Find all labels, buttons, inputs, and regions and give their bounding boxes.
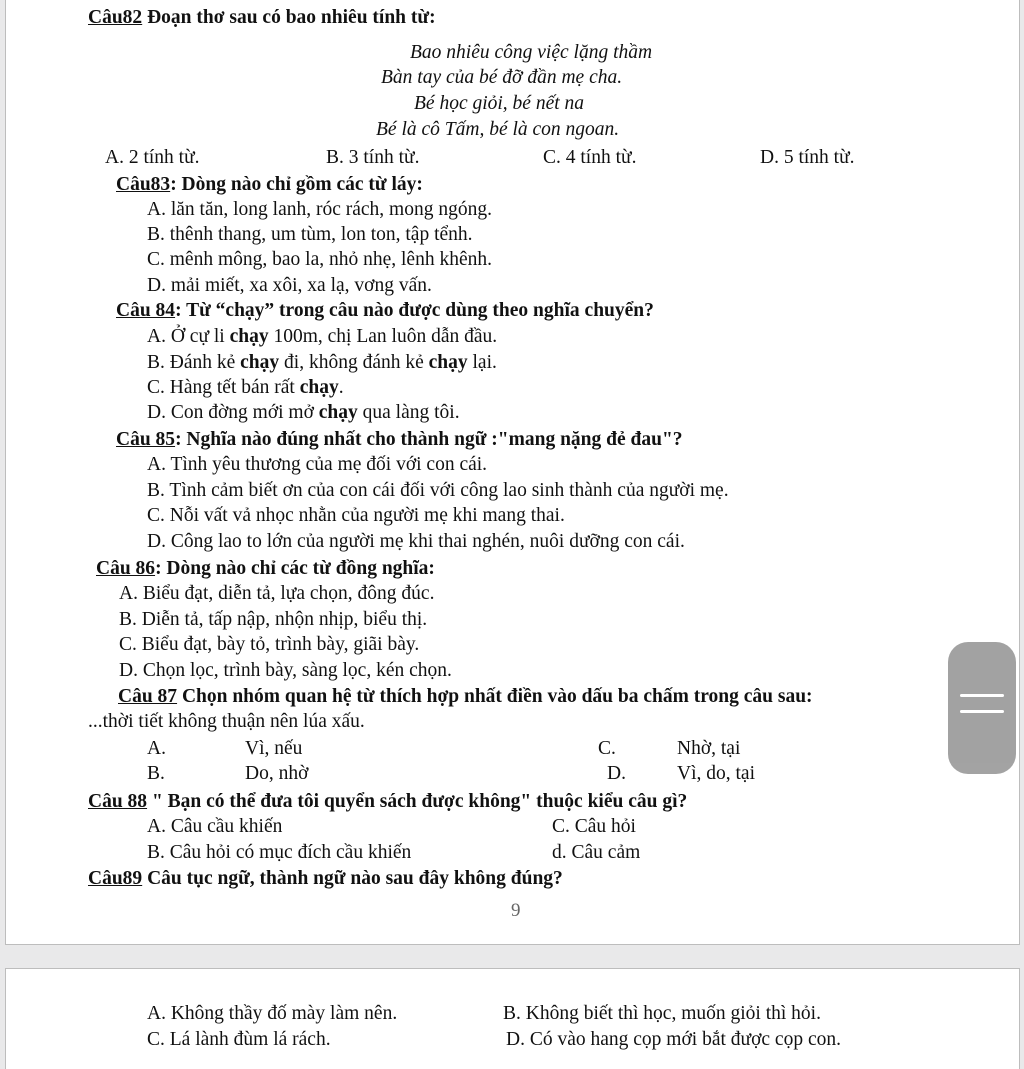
- q85-option-c: C. Nỗi vất vả nhọc nhằn của người mẹ khi mang thai.: [147, 505, 565, 526]
- scrollbar-grip-line-bottom: [960, 710, 1004, 713]
- q88-option-d: d. Câu cảm: [552, 842, 641, 863]
- q84-option-b: [147, 351, 497, 375]
- q82-option-d: D. 5 tính từ.: [760, 147, 855, 168]
- question-88-heading: [88, 790, 687, 814]
- q84-d-keyword: chạy: [318, 402, 358, 423]
- q83-option-d: D. mải miết, xa xôi, xa lạ, vơng vấn.: [147, 275, 432, 296]
- q89-option-a: A. Không thầy đố mày làm nên.: [147, 1003, 398, 1024]
- q84-b-post: đi, không đánh kẻ: [279, 352, 429, 373]
- q82-option-c: C. 4 tính từ.: [543, 147, 637, 168]
- q88-option-b: B. Câu hỏi có mục đích cầu khiến: [147, 842, 412, 863]
- scrollbar-grip-line-top: [960, 694, 1004, 697]
- poem-line-1: Bao nhiêu công việc lặng thầm: [410, 42, 653, 63]
- q87-option-b-letter: B.: [147, 763, 165, 784]
- q82-option-b: B. 3 tính từ.: [326, 147, 420, 168]
- q87-sentence: ...thời tiết không thuận nên lúa xấu.: [88, 711, 365, 732]
- question-84-label: Câu 84: [116, 300, 176, 321]
- q89-option-c: C. Lá lành đùm lá rách.: [147, 1029, 331, 1050]
- q87-option-a-text: Vì, nếu: [245, 738, 303, 759]
- q83-option-b: B. thênh thang, um tùm, lon ton, tập tểnh.: [147, 224, 473, 245]
- q84-b-pre: B. Đánh kẻ: [147, 352, 241, 373]
- question-88-label: Câu 88: [88, 791, 148, 812]
- q86-option-d: D. Chọn lọc, trình bày, sàng lọc, kén chọn.: [119, 660, 452, 681]
- question-89-text: Câu tục ngữ, thành ngữ nào sau đây không đúng?: [142, 868, 563, 889]
- poem-line-2: Bàn tay của bé đỡ đần mẹ cha.: [381, 67, 623, 88]
- q84-option-c: [147, 376, 344, 400]
- q84-b-keyword-2: chạy: [428, 352, 468, 373]
- question-87-text: Chọn nhóm quan hệ từ thích hợp nhất điền vào dấu ba chấm trong câu sau:: [177, 686, 813, 707]
- question-89-heading: [88, 867, 563, 891]
- question-82-label: Câu82: [88, 7, 143, 28]
- q84-d-pre: D. Con đờng mới mở: [147, 402, 319, 423]
- q85-option-d: D. Công lao to lớn của người mẹ khi thai nghén, nuôi dưỡng con cái.: [147, 531, 685, 552]
- question-82-heading: [88, 6, 436, 30]
- q84-c-keyword: chạy: [299, 377, 339, 398]
- question-82-text: Đoạn thơ sau có bao nhiêu tính từ:: [142, 7, 436, 28]
- q84-option-d: [147, 401, 460, 425]
- q87-option-d-text: Vì, do, tại: [677, 763, 755, 784]
- q82-option-a: A. 2 tính từ.: [105, 147, 200, 168]
- q85-option-b: B. Tình cảm biết ơn của con cái đối với công lao sinh thành của người mẹ.: [147, 480, 729, 501]
- q83-option-a: A. lăn tăn, long lanh, róc rách, mong ngóng.: [147, 199, 492, 220]
- q85-option-a: A. Tình yêu thương của mẹ đối với con cái.: [147, 454, 488, 475]
- question-88-text: " Bạn có thể đưa tôi quyển sách được không" thuộc kiểu câu gì?: [147, 791, 688, 812]
- question-89-label: Câu89: [88, 868, 143, 889]
- q86-option-c: C. Biểu đạt, bày tỏ, trình bày, giãi bày.: [119, 634, 420, 655]
- q84-b-post-2: lại.: [467, 352, 497, 373]
- question-84-text: : Từ “chạy” trong câu nào được dùng theo nghĩa chuyển?: [175, 300, 654, 321]
- question-87-heading: [118, 685, 813, 709]
- question-85-text: : Nghĩa nào đúng nhất cho thành ngữ :"mang nặng đẻ đau"?: [175, 429, 683, 450]
- q89-option-d: D. Có vào hang cọp mới bắt được cọp con.: [506, 1029, 841, 1050]
- poem-line-4: Bé là cô Tấm, bé là con ngoan.: [376, 119, 620, 140]
- q89-option-b: B. Không biết thì học, muốn giỏi thì hỏi.: [503, 1003, 821, 1024]
- question-84-heading: [116, 299, 654, 323]
- question-83-heading: [116, 173, 423, 197]
- question-86-text: : Dòng nào chỉ các từ đồng nghĩa:: [155, 558, 435, 579]
- q84-c-post: .: [338, 377, 344, 398]
- q84-a-pre: A. Ở cự li: [147, 326, 230, 347]
- q87-option-a-letter: A.: [147, 738, 166, 759]
- q84-b-keyword: chạy: [240, 352, 280, 373]
- q88-option-c: C. Câu hỏi: [552, 816, 636, 837]
- poem-line-3: Bé học giỏi, bé nết na: [414, 93, 585, 114]
- q84-d-post: qua làng tôi.: [357, 402, 460, 423]
- q84-c-pre: C. Hàng tết bán rất: [147, 377, 300, 398]
- q84-a-keyword: chạy: [229, 326, 269, 347]
- question-85-heading: [116, 428, 683, 452]
- question-86-heading: [96, 557, 435, 581]
- q87-option-d-letter: D.: [607, 763, 626, 784]
- question-83-label: Câu83: [116, 174, 171, 195]
- question-83-text: : Dòng nào chỉ gồm các từ láy:: [170, 174, 423, 195]
- q84-a-post: 100m, chị Lan luôn dẫn đầu.: [268, 326, 498, 347]
- question-85-label: Câu 85: [116, 429, 176, 450]
- scrollbar-thumb[interactable]: [948, 642, 1016, 774]
- q88-option-a: A. Câu cầu khiến: [147, 816, 283, 837]
- q86-option-b: B. Diễn tả, tấp nập, nhộn nhịp, biểu thị.: [119, 609, 428, 630]
- q87-option-c-letter: C.: [598, 738, 616, 759]
- q86-option-a: A. Biểu đạt, diễn tả, lựa chọn, đông đúc.: [119, 583, 435, 604]
- q83-option-c: C. mênh mông, bao la, nhỏ nhẹ, lênh khênh.: [147, 249, 492, 270]
- q84-option-a: [147, 325, 497, 349]
- question-86-label: Câu 86: [96, 558, 156, 579]
- q87-option-b-text: Do, nhờ: [245, 763, 309, 784]
- question-87-label: Câu 87: [118, 686, 178, 707]
- q87-option-c-text: Nhờ, tại: [677, 738, 741, 759]
- page-number: 9: [511, 900, 521, 921]
